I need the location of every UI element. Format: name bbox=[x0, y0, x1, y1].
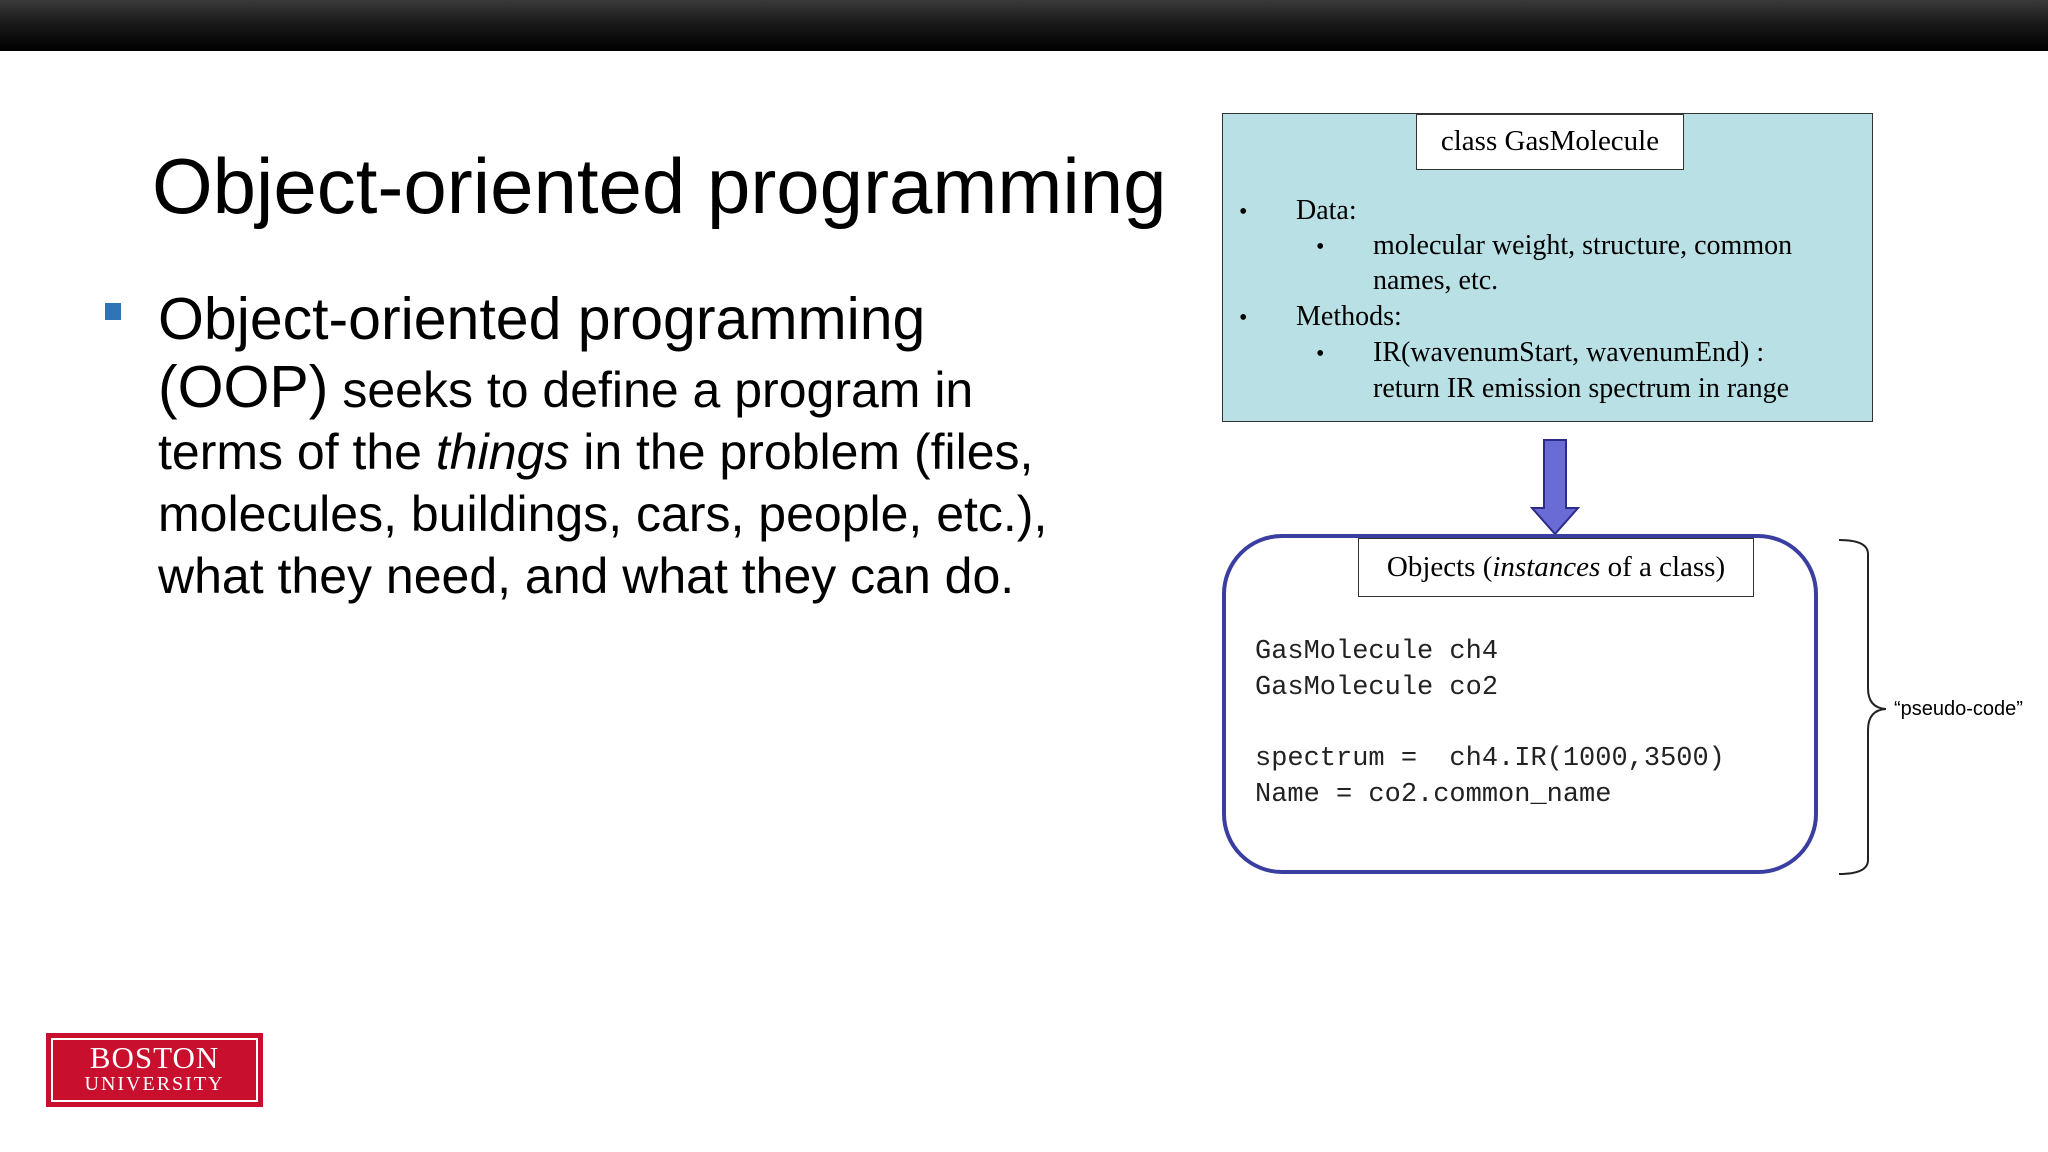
bullet-lead: Object-oriented programming (OOP) bbox=[158, 286, 926, 420]
boston-university-logo bbox=[46, 1033, 263, 1107]
top-bar bbox=[0, 0, 2048, 51]
right-brace-icon bbox=[1836, 538, 1886, 876]
objects-label-suffix: of a class) bbox=[1600, 551, 1726, 583]
bullet-square-icon bbox=[105, 303, 121, 320]
code-line: spectrum = ch4.IR(1000,3500) bbox=[1255, 744, 1725, 774]
bullet-dot-icon: • bbox=[1316, 341, 1325, 367]
methods-heading: Methods: bbox=[1296, 301, 1402, 332]
code-line: GasMolecule ch4 bbox=[1255, 637, 1499, 667]
objects-label-prefix: Objects ( bbox=[1386, 551, 1493, 583]
bullet-dot-icon: • bbox=[1316, 234, 1325, 260]
class-box bbox=[1222, 113, 1873, 422]
objects-label bbox=[1358, 538, 1754, 597]
methods-line: IR(wavenumStart, wavenumEnd) : bbox=[1373, 337, 1765, 368]
logo-line-boston: BOSTON bbox=[89, 1040, 220, 1075]
data-heading: Data: bbox=[1296, 195, 1357, 226]
logo-line-university: UNIVERSITY bbox=[84, 1073, 225, 1095]
methods-line: return IR emission spectrum in range bbox=[1373, 373, 1790, 404]
code-line: Name = co2.common_name bbox=[1255, 780, 1612, 810]
pseudo-code-label: “pseudo-code” bbox=[1894, 698, 2023, 720]
bullet-text bbox=[158, 285, 1078, 607]
data-line: molecular weight, structure, common bbox=[1373, 230, 1793, 261]
down-arrow-icon bbox=[1530, 438, 1580, 536]
class-label: class GasMolecule bbox=[1416, 114, 1684, 170]
objects-label-emphasis: instances bbox=[1492, 551, 1601, 583]
bullet-dot-icon: • bbox=[1239, 199, 1248, 225]
bullet-dot-icon: • bbox=[1239, 305, 1248, 331]
slide-title: Object-oriented programming bbox=[152, 142, 1167, 230]
code-line: GasMolecule co2 bbox=[1255, 673, 1499, 703]
bullet-text-after: in the problem (files, molecules, buildings, cars, people, etc.), what they need, and what they can do. bbox=[158, 424, 1048, 604]
bullet-emphasis: things bbox=[435, 424, 570, 480]
data-line: names, etc. bbox=[1373, 265, 1499, 296]
bullet-text-before: seeks to define a program in terms of the bbox=[158, 362, 974, 480]
